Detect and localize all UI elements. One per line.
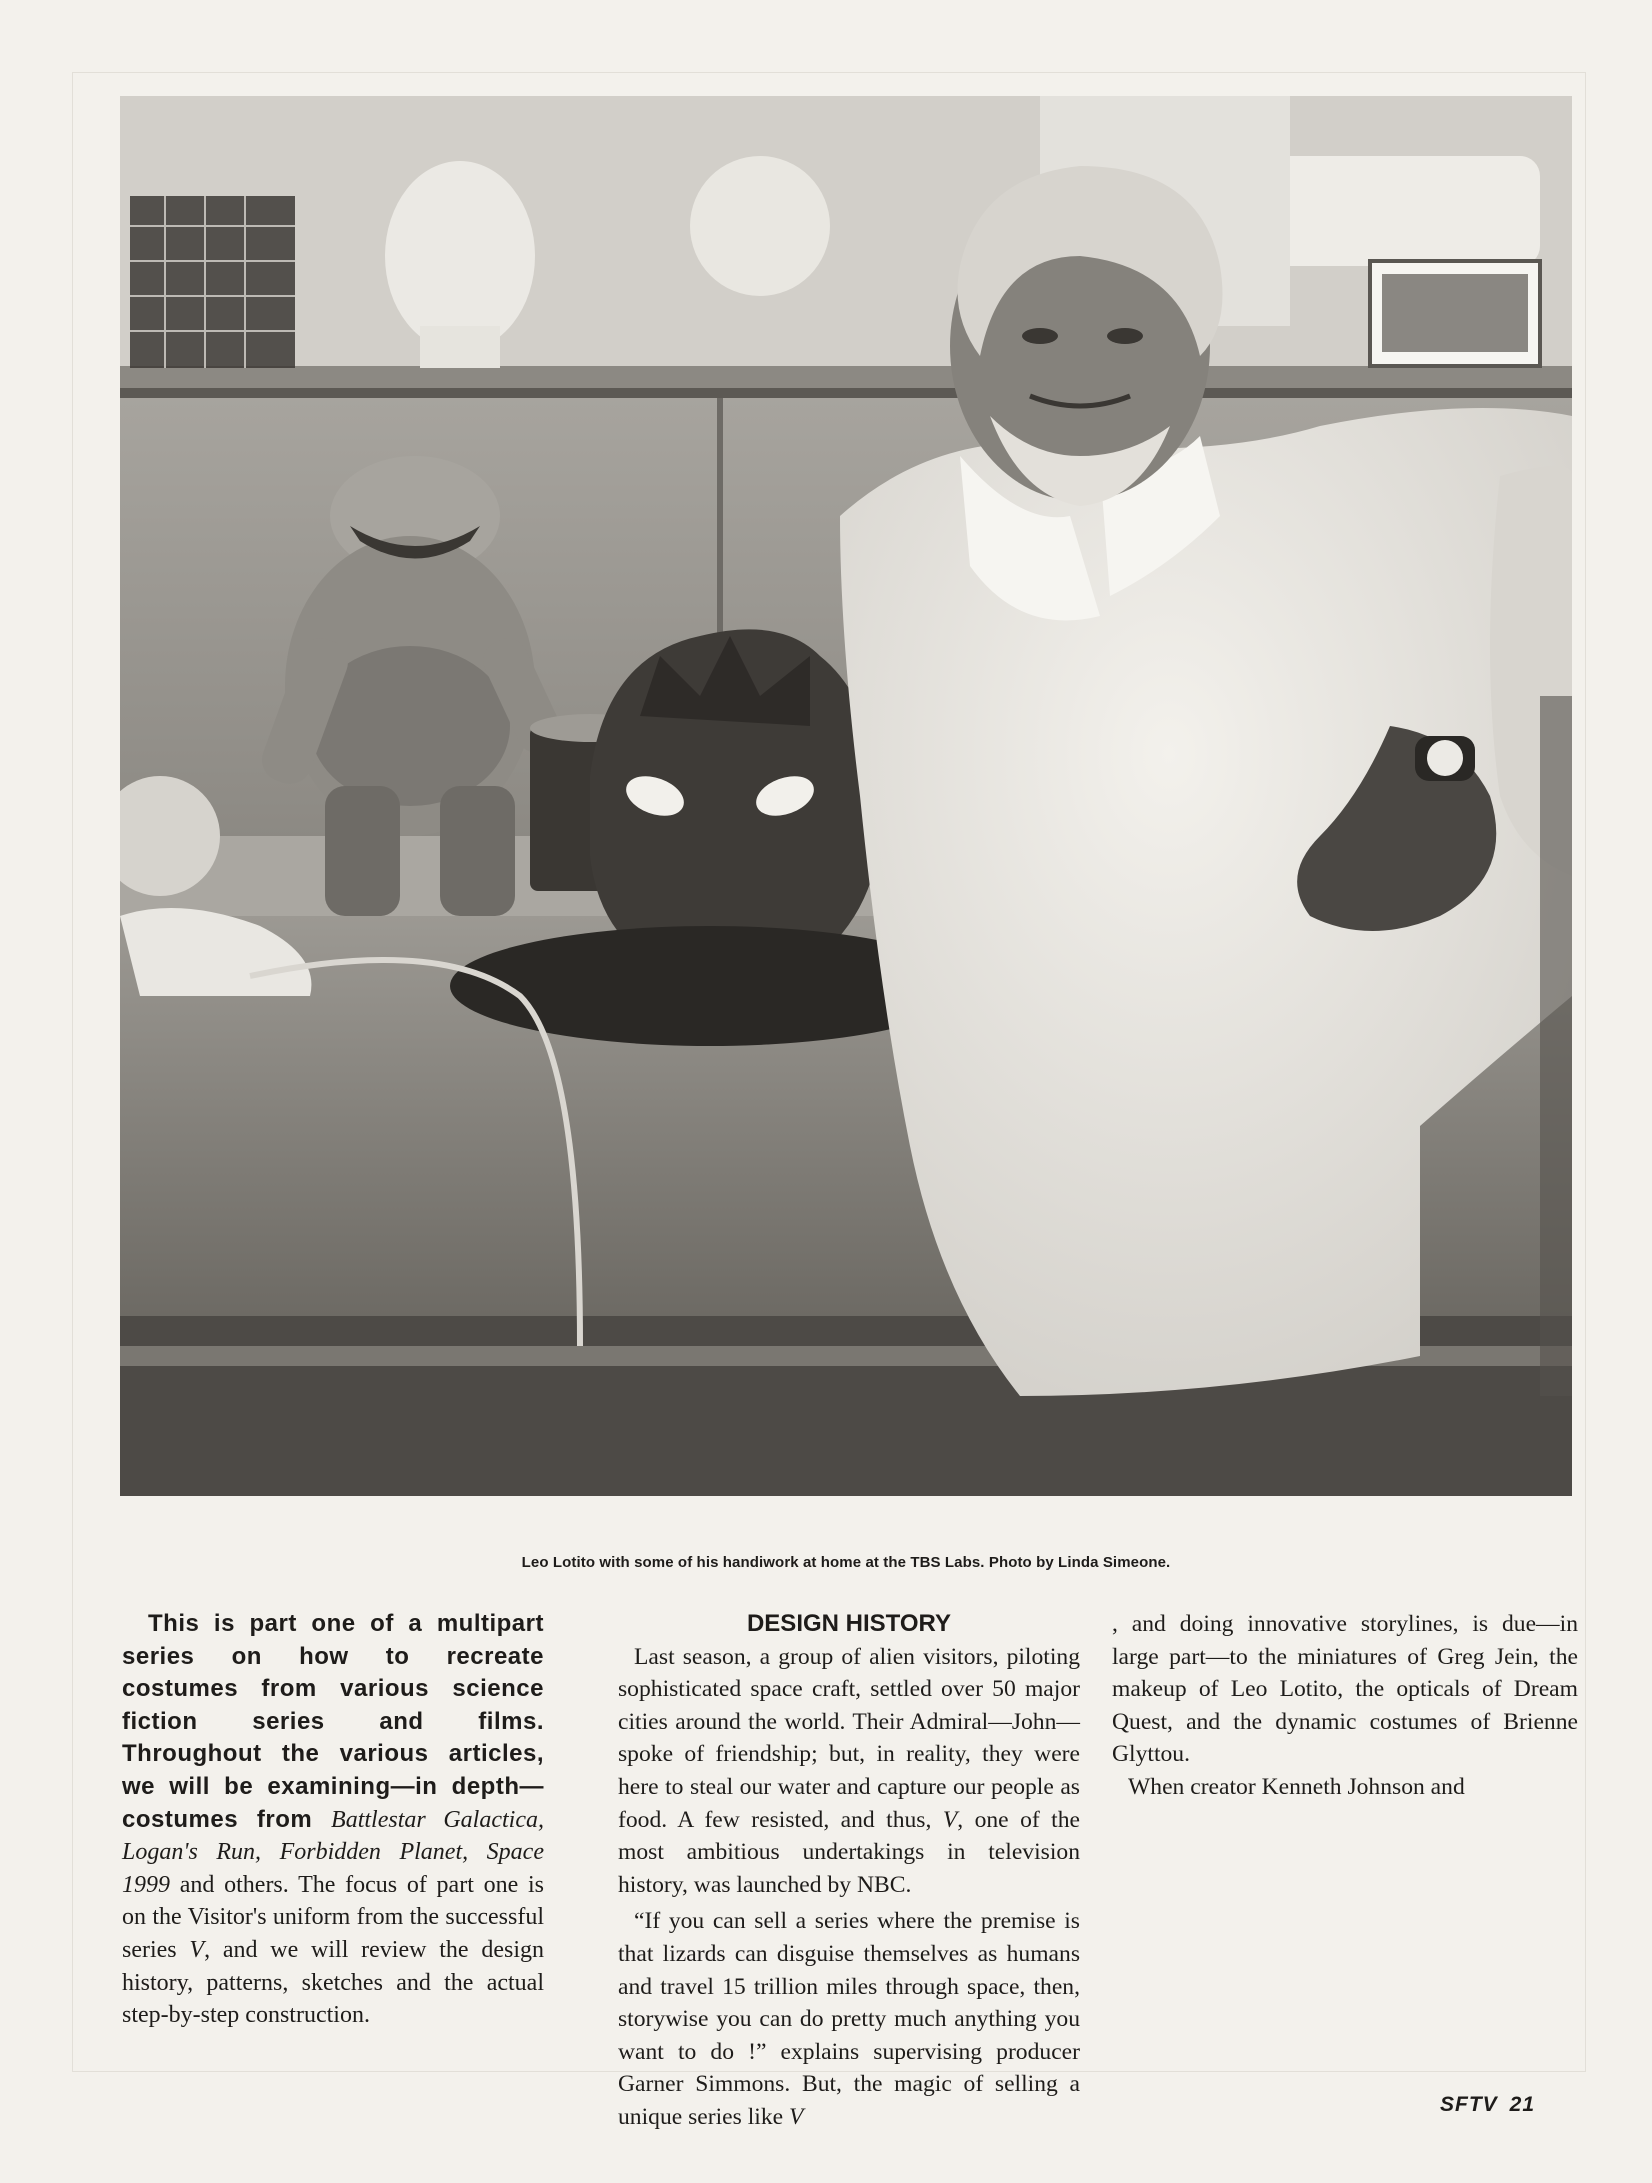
p1-text-b: , one of the most ambitious undertakings in television history, was launched by NBC. xyxy=(618,1806,1080,1898)
page-number: 21 xyxy=(1509,2093,1536,2116)
p2-series: V xyxy=(789,2103,804,2130)
intro-paragraph xyxy=(122,1608,544,2032)
intro-titles: Battlestar Galactica, Logan's Run, Forbidden Planet, Space 1999 xyxy=(122,1806,544,1898)
photo-leo-lotito-workshop-icon xyxy=(120,96,1572,1496)
intro-series: V xyxy=(189,1936,205,1963)
body-paragraph-1 xyxy=(618,1641,1080,1902)
column-1 xyxy=(122,1608,544,2032)
intro-closing: , and we will review the design history, patterns, sketches and the actual step-by-step construction. xyxy=(122,1936,544,2029)
p1-text-a: Last season, a group of alien visitors, piloting sophisticated space craft, settled over 50 major cities around the world. Their Admiral—John—spoke of friendship; but, in reality, they were here to steal our water and capture our people as food. A few resisted, and thus, xyxy=(618,1643,1080,1833)
p2-text-a: “If you can sell a series where the premise is that lizards can disguise themselves as humans and travel 15 trillion miles through space, then, storywise you can do pretty much anything you want to do !” explains supervising producer Garner Simmons. But, the magic of selling a unique series like xyxy=(618,1908,1080,2130)
p1-series: V xyxy=(942,1806,958,1833)
magazine-name: SFTV xyxy=(1440,2093,1498,2116)
article-photo xyxy=(120,96,1572,1496)
body-paragraph-2 xyxy=(618,1905,1080,2133)
body-paragraph-2-continued: , and doing innovative storylines, is due—in large part—to the miniatures of Greg Jein, the makeup of Leo Lotito, the opticals of Dream Quest, and the dynamic costumes of Brienne Glyttou. xyxy=(1112,1611,1578,1768)
photo-caption: Leo Lotito with some of his handiwork at home at the TBS Labs. Photo by Linda Simeone. xyxy=(521,1554,1171,1571)
body-paragraph-3: When creator Kenneth Johnson and xyxy=(1128,1773,1465,1800)
column-3 xyxy=(1112,1608,1578,1804)
column-2 xyxy=(618,1608,1080,2134)
intro-after-titles: and others. The focus of part one is on the Visitor's uniform from the successful series xyxy=(122,1871,544,1963)
page-footer xyxy=(1440,2093,1535,2117)
section-heading: DESIGN HISTORY xyxy=(746,1610,952,1637)
intro-bold-text: This is part one of a multipart series on how to recreate costumes from various science fiction series and films. Throughout the various articles, we will be examining—in depth—costumes from xyxy=(122,1610,544,1833)
